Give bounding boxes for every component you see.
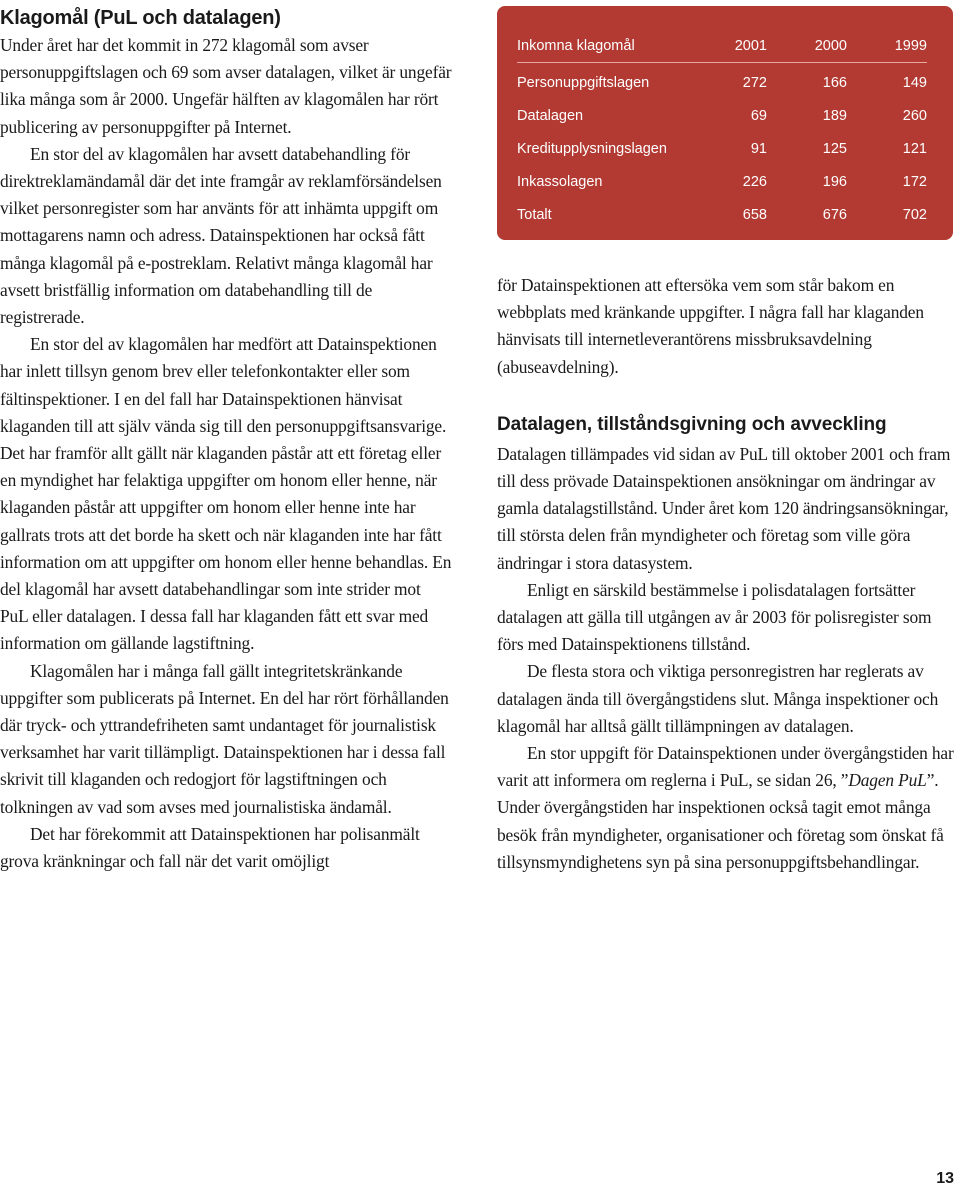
row-label: Datalagen [517,108,584,124]
table-header-divider [517,62,927,63]
paragraph: Under året har det kommit in 272 klagomål som avser personuppgiftslagen och 69 som avser datalagen, vilket är ungefär lika många som år 2000. Ungefär hälften av klagomålen har rört publicering av personuppgifter på Internet. [0,35,452,137]
paragraph: En stor del av klagomålen har medfört att Datainspektionen har inlett tillsyn genom brev eller telefonkontakter eller som fältinspektioner. I en del fall har Datainspektionen hänvisat klaganden till att själv vända sig till den personuppgiftsansvarige. Det har framför allt gällt när klaganden påstår att ett företag eller en myndighet har felaktiga uppgifter om honom eller henne, när klaganden påstår att uppgifter om honom eller henne inte har gallrats trots att det borde ha skett och när klaganden inte har fått information om att uppgifter om honom eller henne behandlas. En del klagomål har avsett databehandlingar som inte strider mot PuL eller datalagen. I dessa fall har klaganden fått ett svar med information om gällande lagstiftning. [0,334,452,654]
section-heading-klagomal: Klagomål (PuL och datalagen) [0,7,281,29]
table-header-label: Inkomna klagomål [517,38,635,54]
table-header-year: 1999 [894,38,927,54]
table-header-year: 2001 [734,38,767,54]
table-header-year: 2000 [814,38,847,54]
row-label: Inkassolagen [517,174,603,190]
table-row [517,73,927,93]
cell: 676 [822,207,847,223]
right-column [497,272,955,876]
paragraph-continuation: för Datainspektionen att eftersöka vem som står bakom en webbplats med kränkande uppgifter. I några fall har klaganden hänvisats till internetleverantörens missbruksavdelning (abuseavdelning). [497,275,924,377]
section-heading-datalagen: Datalagen, tillståndsgivning och avveckling [497,413,887,435]
cell: 172 [902,174,927,190]
cell: 149 [902,75,927,91]
cell: 166 [822,75,847,91]
paragraph: En stor del av klagomålen har avsett databehandling för direktreklamändamål där det inte framgår av reklamförsändelsen vilket personregister som har använts för att inhämta uppgift om mottagarens namn och adress. Datainspektionen har också fått många klagomål på e-postreklam. Relativt många klagomål har avsett bristfällig information om databehandling till de registrerade. [0,143,442,328]
paragraph-dagen-pul [497,740,955,876]
cell: 121 [902,141,927,157]
cell: 260 [902,108,927,124]
row-label: Totalt [517,207,552,223]
paragraph: Det har förekommit att Datainspektionen har polisanmält grova kränkningar och fall när det varit omöjligt [0,823,420,872]
cell: 196 [822,174,847,190]
cell: 125 [822,141,847,157]
cell: 658 [742,207,767,223]
cell: 702 [902,207,927,223]
cell: 226 [742,174,767,190]
publication-title: Dagen PuL [848,770,927,791]
complaints-table [497,6,953,240]
text-run: ”. Under övergångstiden har inspektionen också tagit emot många besök från myndigheter, organisationer och företag som önskat få tillsynsmyndighetens syn på sina personuppgiftsbehandlingar. [497,770,944,872]
cell: 272 [742,75,767,91]
paragraph: Klagomålen har i många fall gällt integritetskränkande uppgifter som publicerats på Internet. En del har rört förhållanden där tryck- och yttrandefriheten samt undantaget för journalistisk verksamhet har varit tillämpligt. Datainspektionen har i dessa fall skrivit till klaganden och redogjort för lagstiftningen och tolkningen av vad som avses med journalistiska ändamål. [0,660,449,817]
table-total-row [517,205,927,225]
row-label: Personuppgiftslagen [517,75,650,91]
paragraph: De flesta stora och viktiga personregistren har reglerats av datalagen ända till övergångstidens slut. Många inspektioner och klagomål har alltså gällt tillämpningen av datalagen. [497,661,939,736]
table-row [517,139,927,159]
text-run: En stor uppgift för Datainspektionen under övergångstiden har varit att informera om reglerna i PuL, se sidan 26, ” [497,743,954,791]
cell: 189 [822,108,847,124]
table-header-row [517,36,927,56]
row-label: Kreditupplysningslagen [517,141,667,157]
paragraph: Enligt en särskild bestämmelse i polisdatalagen fortsätter datalagen att gälla till utgången av år 2003 för polisregister som förs med Datainspektionens tillstånd. [497,579,932,655]
cell: 91 [750,141,767,157]
cell: 69 [750,108,767,124]
page-number: 13 [936,1170,954,1187]
table-row [517,106,927,126]
paragraph: Datalagen tillämpades vid sidan av PuL till oktober 2001 och fram till dess prövade Datainspektionen ansökningar om ändringar av gamla datalagstillstånd. Under året kom 120 ändringsansökningar, till största delen från myndigheter och företag som ville göra ändringar i stora datasystem. [497,443,951,573]
table-row [517,172,927,192]
left-column [0,0,452,875]
